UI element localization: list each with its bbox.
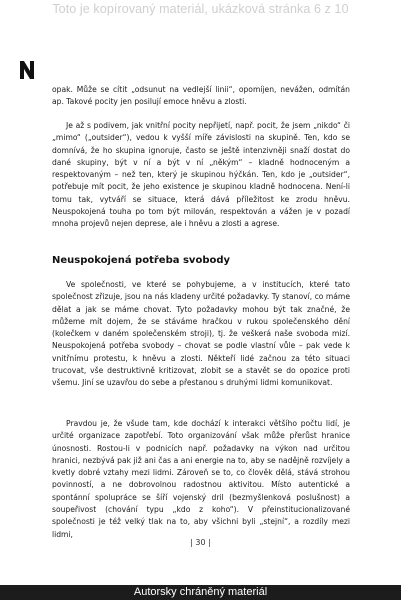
- paragraph-3: Ve společnosti, ve které se pohybujeme, a v institucích, které tato společnost zřizuje, jsou na nás kladeny určité požadavky. Ty stanoví, co máme dělat a jak se máme chovat. Tyto požadavky mohou být tak značné, že můžeme mít dojem, že se stáváme hračkou v rukou společenského dění (kolečkem v daném společenském stroji), tj. že veškerá naše svoboda mizí. Neuspokojená potřeba svobody – chovat se podle vlastní vůle – pak vede k vnitřnímu protestu, k hněvu a zlosti. Někteří lidé začnou za této situaci trucovat, vše destruktivně kritizovat, zlobit se a stavět se do opozice proti všemu. Jiní se uzavřou do sebe a přestanou s druhými lidmi komunikovat.: [52, 280, 350, 388]
- paragraph-continuation: [52, 84, 350, 109]
- paragraph-2: Je až s podivem, jak vnitřní pocity nepřijetí, např. pocit, že jsem „nikdo“ či „mimo“ („outsider“), vedou k vyšší míře závislosti na skupině. Ten, kdo se domnívá, že ho skupina ignoruje, často se ještě intenzivněji snaží dostat do dané skupiny, být v ní a být v ní „někým“ – kladně hodnoceným a respektovaným – než ten, který je skupinou hýčkán. Ten, kdo je „outsider“, potřebuje mít pocit, že jeho existence je skupinou kladně hodnocena. Není-li tomu tak, vytváří se situace, která dává příležitost ke zrodu hněvu. Neuspokojená touha po tom být milován, respektován a vážen je v pozadí mnoha projevů nejen deprese, ale i hněvu a zlosti a agrese.: [52, 121, 350, 229]
- paragraph-block-3: [52, 279, 350, 390]
- paragraph-1: opak. Může se cítit „odsunut na vedlejší linii“, opomíjen, nevážen, odmítán ap. Takové pocity jen posilují emoce hněvu a zlosti.: [52, 85, 350, 107]
- watermark-text: Toto je kopírovaný materiál, ukázková stránka 6 z 10: [52, 2, 349, 16]
- section-heading: Neuspokojená potřeba svobody: [52, 255, 231, 266]
- paragraph-4: Pravdou je, že všude tam, kde dochází k interakci většího počtu lidí, je určité organizace zapotřebí. Toto organizování však může přerůst hranice únosnosti. Rostou-li v podnicích např. požadavky na výkon nad určitou hranici, nezbývá pak již ani čas a ani energie na to, aby se nadějně rozvíjely a kvetly dobré vztahy mezi lidmi. Zároveň se to, co člověk dělá, stává strohou povinností, a ne dobrovolnou radostnou aktivitou. Místo autentické a spontánní spolupráce se šíří vojenský dril (bezmyšlenková poslušnost) a soupeřivost (chování typu „kdo z koho“). V přeinstitucionalizované společnosti je též velký tlak na to, aby všichni byli „stejní“, a rozdíly mezi lidmi,: [52, 419, 350, 539]
- publisher-logo-icon: [18, 58, 36, 82]
- page-number: | 30 |: [190, 538, 211, 547]
- paragraph-block-4: [52, 418, 350, 541]
- paragraph-block-2: [52, 120, 350, 231]
- copyright-footer: Autorsky chráněný materiál: [0, 585, 401, 600]
